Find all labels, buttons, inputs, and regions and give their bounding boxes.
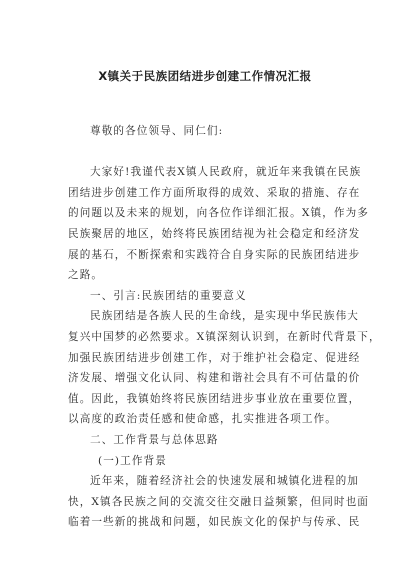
paragraph-line: 民族团结是各族人民的生命线，是实现中华民族伟大 bbox=[90, 310, 359, 323]
document-title: X镇关于民族团结进步创建工作情况汇报 bbox=[98, 69, 312, 83]
subsection-heading: (一)工作背景 bbox=[98, 454, 167, 467]
blank-line bbox=[68, 142, 358, 163]
paragraph-line: 复兴中国梦的必然要求。X镇深刻认识到，在新时代背景下， bbox=[68, 330, 381, 343]
paragraph-line: 以高度的政治责任感和使命感，扎实推进各项工作。 bbox=[68, 413, 337, 426]
paragraph-line: 值。因此，我镇始终将民族团结进步事业放在重要位置， bbox=[68, 392, 361, 405]
paragraph-line: 快，X镇各民族之间的交流交往交融日益频繁，但同时也面 bbox=[68, 495, 369, 508]
paragraph-line: 之路。 bbox=[68, 269, 104, 282]
document-body bbox=[68, 121, 381, 533]
paragraph-line: 民族聚居的地区，始终将民族团结视为社会稳定和经济发 bbox=[68, 227, 361, 240]
paragraph-line: 展的基石，不断探索和实践符合自身实际的民族团结进步 bbox=[68, 248, 361, 261]
paragraph-line: 临着一些新的挑战和问题，如民族文化的保护与传承、民 bbox=[68, 516, 361, 529]
paragraph-line: 团结进步创建工作方面所取得的成效、采取的措施、存在 bbox=[68, 186, 361, 199]
paragraph-line: 近年来，随着经济社会的快速发展和城镇化进程的加 bbox=[90, 475, 359, 488]
section-heading: 一、引言:民族团结的重要意义 bbox=[90, 289, 247, 302]
paragraph-line: 大家好!我谨代表X镇人民政府，就近年来我镇在民族 bbox=[90, 166, 362, 179]
paragraph-line: 济发展、增强文化认同、构建和谐社会具有不可估量的价 bbox=[68, 372, 361, 385]
salutation-line: 尊敬的各位领导、同仁们: bbox=[90, 125, 224, 137]
section-heading: 二、工作背景与总体思路 bbox=[90, 433, 219, 446]
paragraph-line: 的问题以及未来的规划，向各位作详细汇报。X镇，作为多 bbox=[68, 207, 369, 220]
paragraph-line: 加强民族团结进步创建工作，对于维护社会稳定、促进经 bbox=[68, 351, 361, 364]
